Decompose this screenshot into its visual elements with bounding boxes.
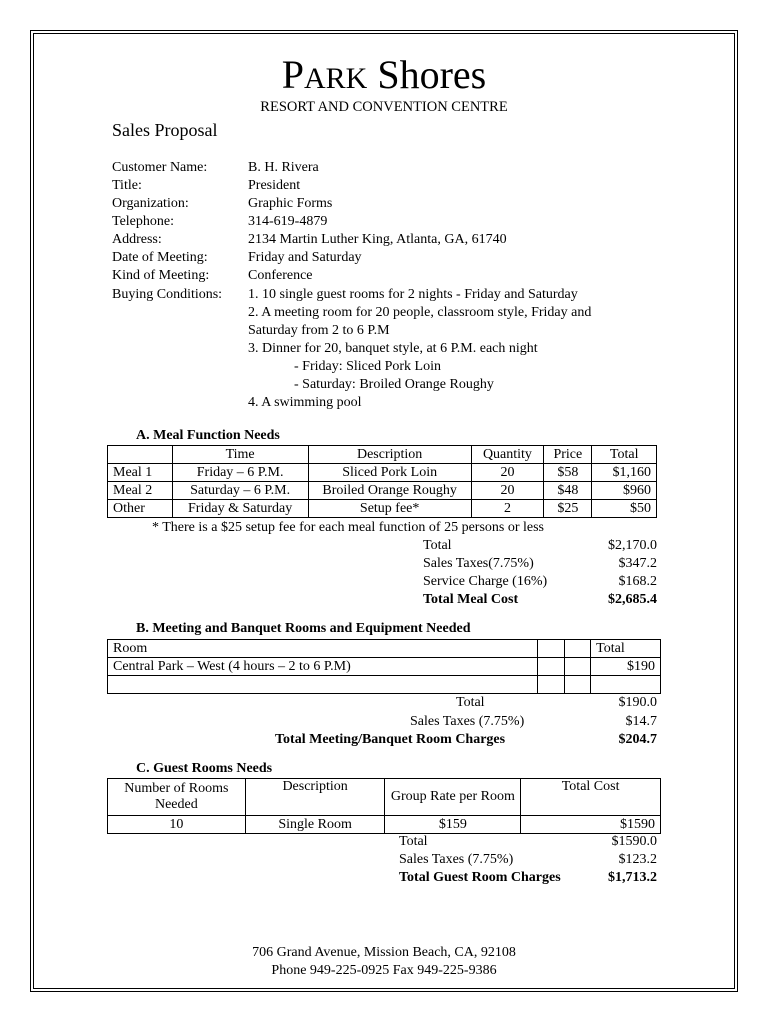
table-header-row <box>108 640 661 658</box>
condition-line: 4. A swimming pool <box>248 395 362 410</box>
meal-grand-label: Total Meal Cost <box>423 592 519 607</box>
table-header: Time <box>172 446 308 464</box>
table-header: Total <box>591 640 661 658</box>
table-cell: Broiled Orange Roughy <box>308 482 471 500</box>
meeting-grand-value: $204.7 <box>618 732 657 747</box>
table-cell: $1,160 <box>592 464 657 482</box>
table-cell: 20 <box>471 464 544 482</box>
meeting-total-value: $190.0 <box>618 695 657 710</box>
table-header-row <box>108 446 657 464</box>
meal-tax-value: $347.2 <box>618 556 657 571</box>
table-row <box>108 464 657 482</box>
guest-total-label: Total <box>399 834 428 849</box>
meeting-table <box>107 639 661 694</box>
table-cell: Saturday – 6 P.M. <box>172 482 308 500</box>
table-cell: Setup fee* <box>308 500 471 518</box>
service-charge-value: $168.2 <box>618 574 657 589</box>
guest-total-value: $1590.0 <box>611 834 657 849</box>
document-title: Sales Proposal <box>112 120 218 140</box>
guest-grand-label: Total Guest Room Charges <box>399 870 561 885</box>
table-header: Description <box>245 779 385 816</box>
table-cell: 20 <box>471 482 544 500</box>
table-header <box>108 446 173 464</box>
table-header: Number of Rooms Needed <box>108 779 246 816</box>
meal-grand-value: $2,685.4 <box>608 592 657 607</box>
meal-total-label: Total <box>423 538 452 553</box>
table-cell: $50 <box>592 500 657 518</box>
setup-fee-note: * There is a $25 setup fee for each meal function of 25 persons or less <box>152 520 545 535</box>
service-charge-label: Service Charge (16%) <box>423 574 548 589</box>
table-header: Total Cost <box>521 779 661 816</box>
info-label: Buying Conditions: <box>112 287 223 302</box>
info-label: Telephone: <box>112 214 174 229</box>
table-cell <box>564 658 590 676</box>
meeting-tax-label: Sales Taxes (7.75%) <box>410 714 525 729</box>
info-value: B. H. Rivera <box>248 160 319 175</box>
table-cell: Central Park – West (4 hours – 2 to 6 P.M) <box>108 658 538 676</box>
table-cell <box>108 676 538 694</box>
table-cell: Meal 2 <box>108 482 173 500</box>
guest-tax-value: $123.2 <box>618 852 657 867</box>
info-label: Kind of Meeting: <box>112 268 210 283</box>
info-label: Organization: <box>112 196 189 211</box>
meal-total-value: $2,170.0 <box>608 538 657 553</box>
guest-grand-value: $1,713.2 <box>608 870 657 885</box>
table-row <box>108 500 657 518</box>
table-header-row <box>108 779 661 816</box>
meeting-heading: B. Meeting and Banquet Rooms and Equipment Needed <box>136 621 471 636</box>
meal-tax-label: Sales Taxes(7.75%) <box>423 556 534 571</box>
table-header: Total <box>592 446 657 464</box>
table-cell <box>591 676 661 694</box>
table-cell: $25 <box>544 500 592 518</box>
info-label: Address: <box>112 232 162 247</box>
condition-line: - Saturday: Broiled Orange Roughy <box>294 377 494 392</box>
info-value: 1. 10 single guest rooms for 2 nights - Friday and Saturday <box>248 287 578 302</box>
table-header <box>538 640 564 658</box>
table-header: Quantity <box>471 446 544 464</box>
table-cell <box>538 658 564 676</box>
table-row <box>108 676 661 694</box>
table-cell: $159 <box>385 816 521 834</box>
guest-tax-label: Sales Taxes (7.75%) <box>399 852 514 867</box>
info-value: 314-619-4879 <box>248 214 328 229</box>
table-cell: Sliced Pork Loin <box>308 464 471 482</box>
table-cell: Friday – 6 P.M. <box>172 464 308 482</box>
meal-heading: A. Meal Function Needs <box>136 428 280 443</box>
table-row <box>108 658 661 676</box>
table-row <box>108 816 661 834</box>
info-label: Date of Meeting: <box>112 250 208 265</box>
info-value: Friday and Saturday <box>248 250 362 265</box>
table-cell <box>538 676 564 694</box>
table-cell: Meal 1 <box>108 464 173 482</box>
table-cell: Friday & Saturday <box>172 500 308 518</box>
resort-subtitle: RESORT AND CONVENTION CENTRE <box>260 99 508 115</box>
guest-table <box>107 778 661 834</box>
resort-title: PARK Shores <box>281 52 487 97</box>
table-header: Description <box>308 446 471 464</box>
table-cell <box>564 676 590 694</box>
meeting-tax-value: $14.7 <box>625 714 657 729</box>
table-header: Price <box>544 446 592 464</box>
guest-heading: C. Guest Rooms Needs <box>136 761 273 776</box>
table-cell: 10 <box>108 816 246 834</box>
meal-table <box>107 445 657 518</box>
table-cell: Single Room <box>245 816 385 834</box>
table-header: Room <box>108 640 538 658</box>
table-row <box>108 482 657 500</box>
meeting-total-label: Total <box>456 695 485 710</box>
table-header: Group Rate per Room <box>385 779 521 816</box>
info-value: Graphic Forms <box>248 196 333 211</box>
info-label: Title: <box>112 178 142 193</box>
footer-phone: Phone 949-225-0925 Fax 949-225-9386 <box>271 963 497 978</box>
condition-line: 3. Dinner for 20, banquet style, at 6 P.M. each night <box>248 341 538 356</box>
table-cell: $48 <box>544 482 592 500</box>
footer-address: 706 Grand Avenue, Mission Beach, CA, 92108 <box>252 945 516 960</box>
condition-line: - Friday: Sliced Pork Loin <box>294 359 441 374</box>
table-cell: Other <box>108 500 173 518</box>
info-value: President <box>248 178 301 193</box>
condition-line: 2. A meeting room for 20 people, classroom style, Friday and <box>248 305 592 320</box>
meeting-grand-label: Total Meeting/Banquet Room Charges <box>275 732 506 747</box>
table-cell: $1590 <box>521 816 661 834</box>
condition-line: Saturday from 2 to 6 P.M <box>248 323 390 338</box>
info-label: Customer Name: <box>112 160 208 175</box>
table-cell: $58 <box>544 464 592 482</box>
info-value: 2134 Martin Luther King, Atlanta, GA, 61740 <box>248 232 507 247</box>
table-cell: 2 <box>471 500 544 518</box>
table-cell: $190 <box>591 658 661 676</box>
info-value: Conference <box>248 268 313 283</box>
table-header <box>564 640 590 658</box>
table-cell: $960 <box>592 482 657 500</box>
